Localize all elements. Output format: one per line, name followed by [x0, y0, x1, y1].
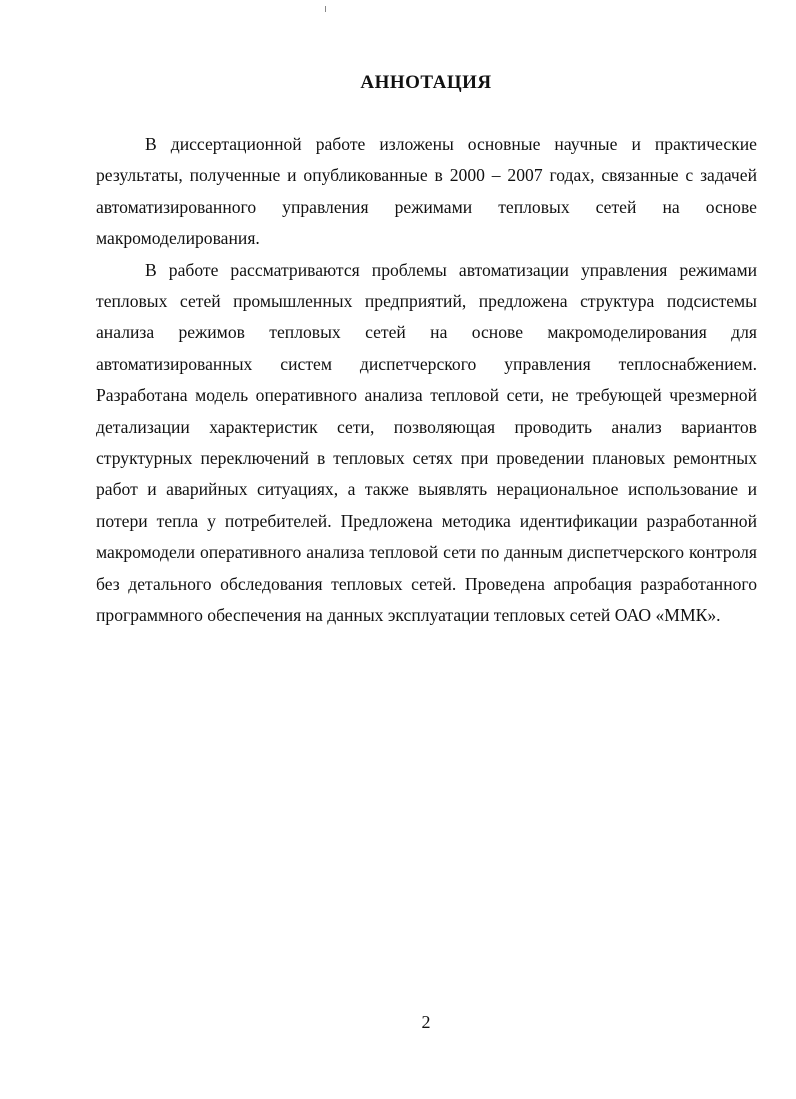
paragraph-main: В работе рассматриваются проблемы автоматизации управления режимами тепловых сетей промышленных предприятий, предложена структура подсистемы анализа режимов тепловых сетей на основе макромоделирования для автоматизированных систем диспетчерского управления теплоснабжением. Разработана модель оперативного анализа тепловой сети, не требующей чрезмерной детализации характеристик сети, позволяющая проводить анализ вариантов структурных переключений в тепловых сетях при проведении плановых ремонтных работ и аварийных ситуациях, а также выявлять нерациональное использование и потери тепла у потребителей. Предложена методика идентификации разработанной макромодели оперативного анализа тепловой сети по данным диспетчерского контроля без детального обследования тепловых сетей. Проведена апробация разработанного программного обеспечения на данных эксплуатации тепловых сетей ОАО «ММК».: [96, 259, 757, 626]
page-title: АННОТАЦИЯ: [360, 72, 492, 93]
scan-artifact-mark: [325, 6, 326, 12]
page-number: 2: [421, 1012, 431, 1032]
paragraph-intro: В диссертационной работе изложены основные научные и практические результаты, полученные и опубликованные в 2000 – 2007 годах, связанные с задачей автоматизированного управления режимами тепловых сетей на основе макромоделирования.: [96, 134, 757, 249]
abstract-body: [96, 129, 757, 632]
